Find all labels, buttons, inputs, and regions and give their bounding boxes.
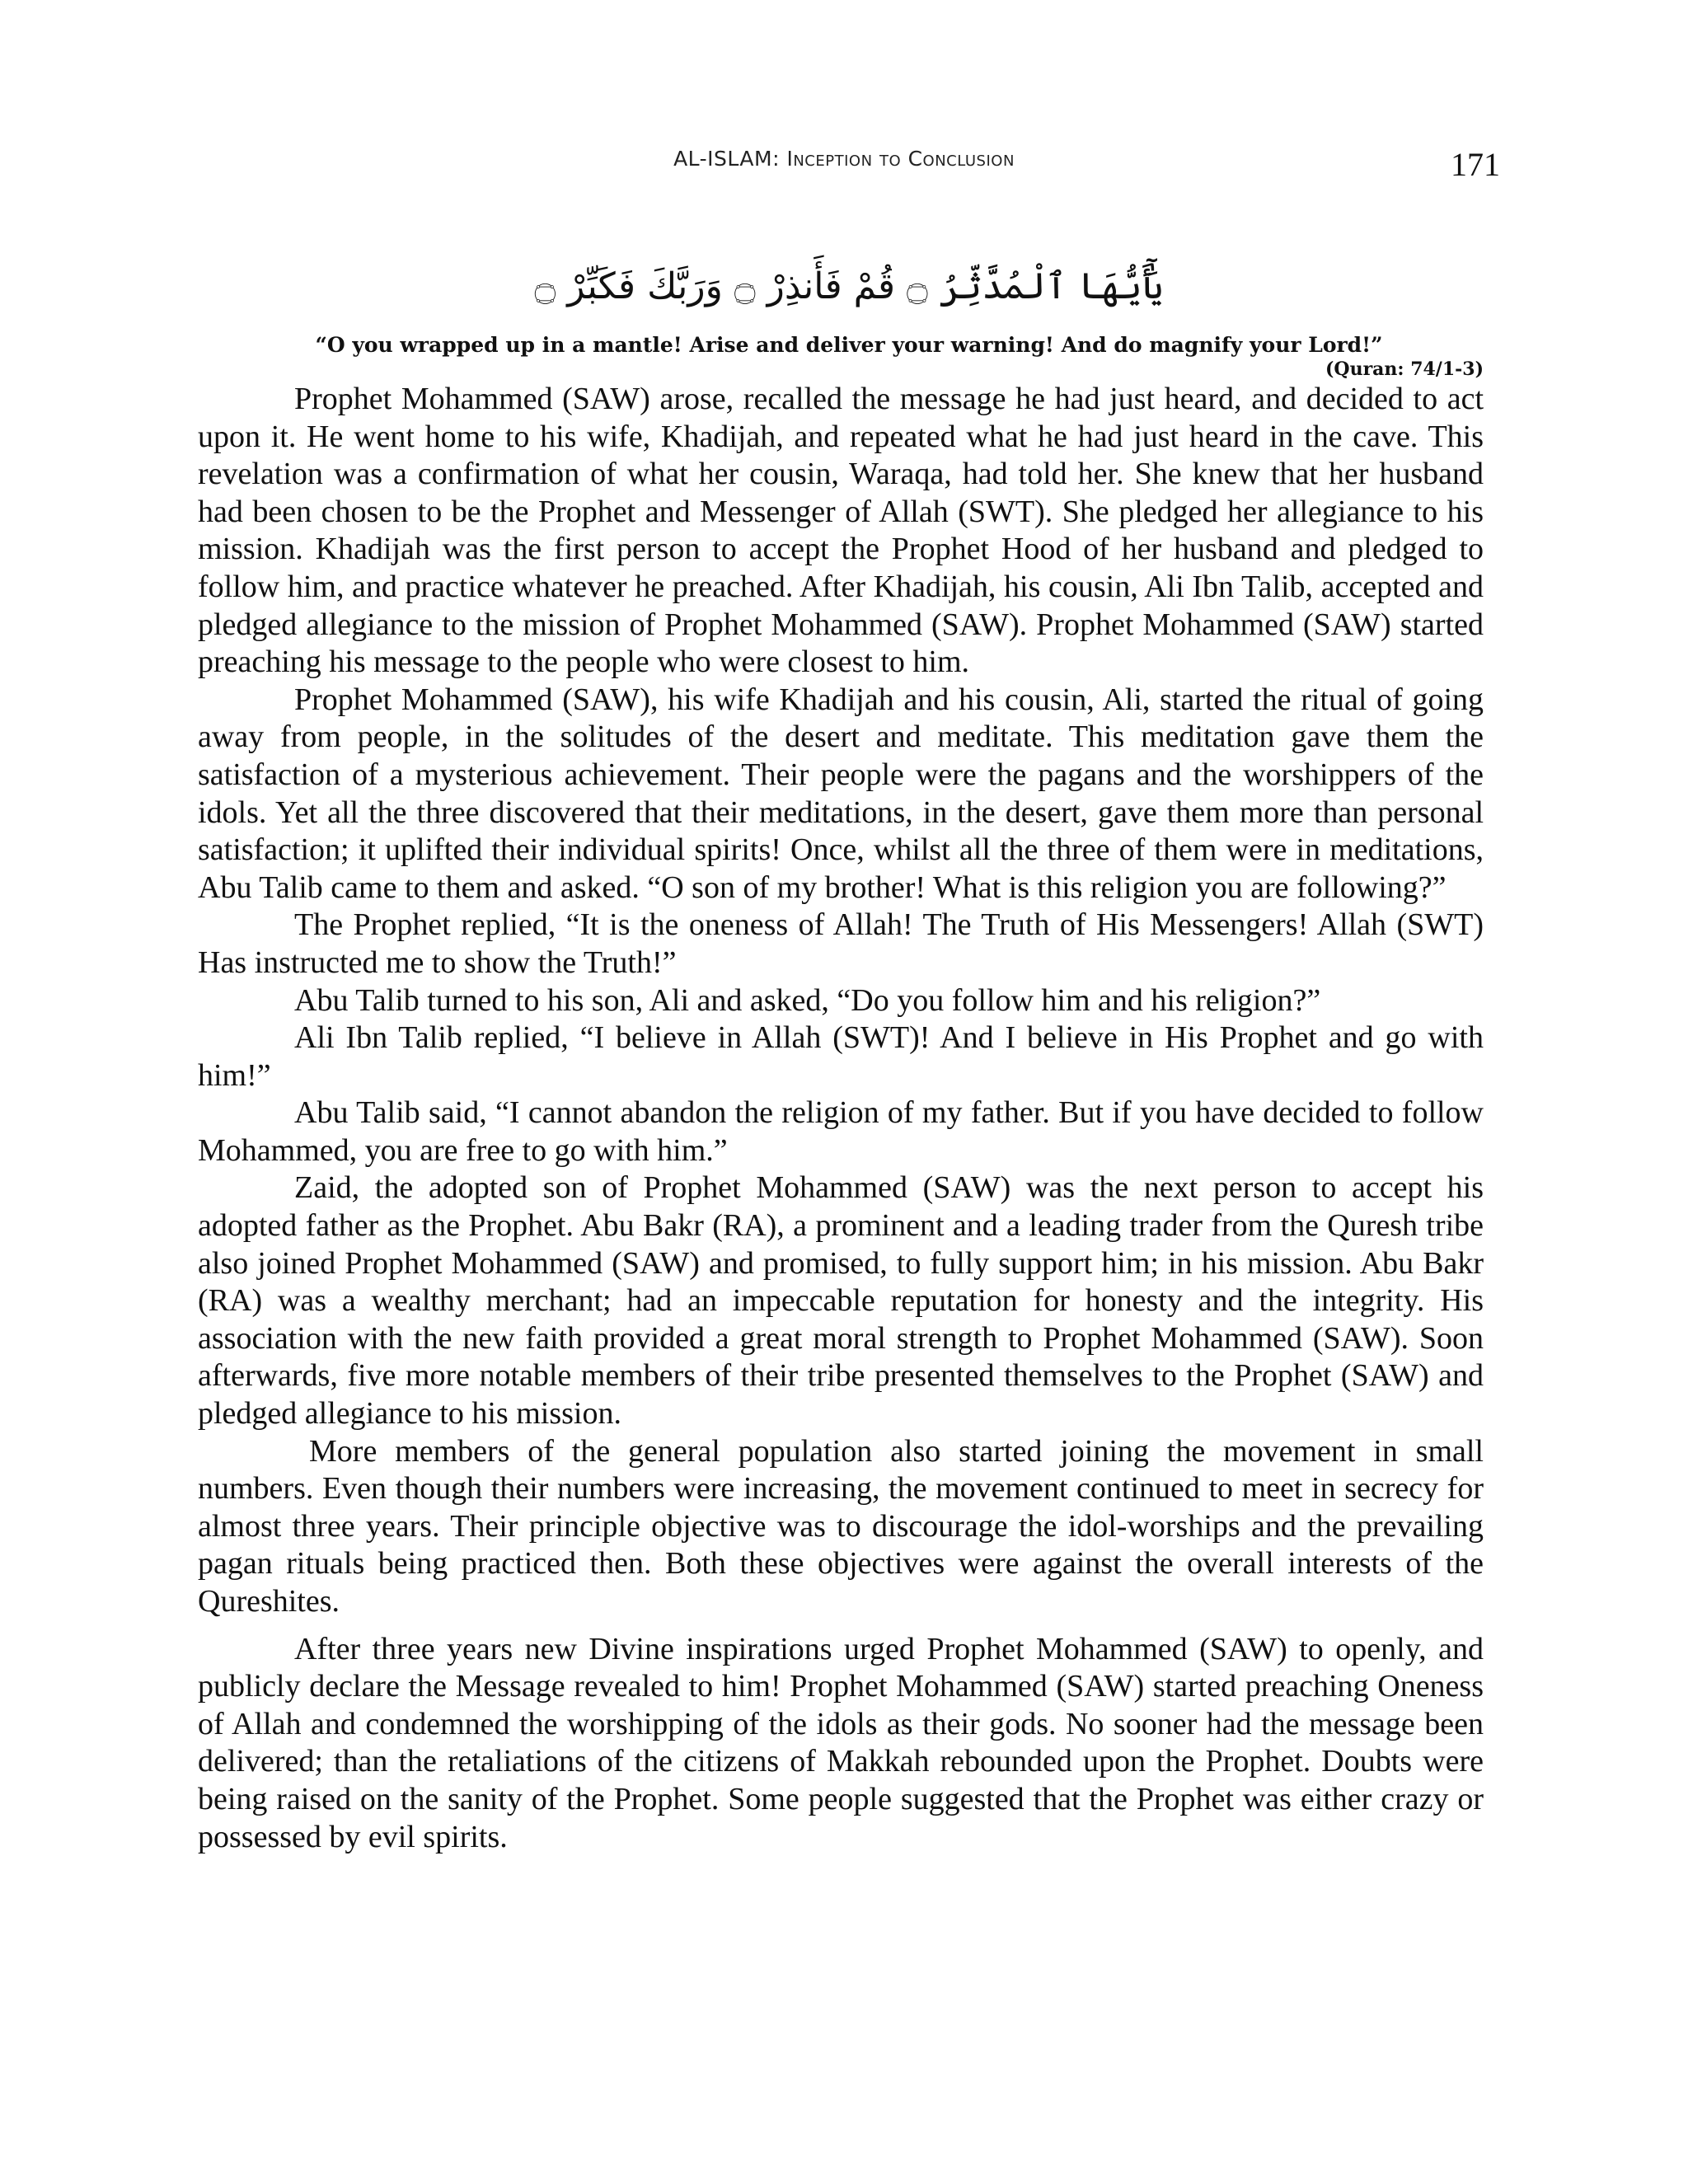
paragraph: After three years new Divine inspirations urged Prophet Mohammed (SAW) to openly, and publicly declare the Message revealed to him! Prophet Mohammed (SAW) started preaching Oneness of Allah and condemned the worshipping of the idols as their gods. No sooner had the message been delivered; than the retaliations of the citizens of Makkah rebounded upon the Prophet. Doubts were being raised on the sanity of the Prophet. Some people suggested that the Prophet was either crazy or possessed by evil spirits. (198, 1631, 1484, 1854)
running-header: AL-ISLAM: Inception to Conclusion (673, 147, 1015, 171)
paragraph: Prophet Mohammed (SAW), his wife Khadijah and his cousin, Ali, started the ritual of going away from people, in the solitudes of the desert and meditate. This meditation gave them the satisfaction of a mysterious achievement. Their people were the pagans and the worshippers of the idols. Yet all the three discovered that their meditations, in the desert, gave them more than personal satisfaction; it uplifted their individual spirits! Once, whilst all the three of them were in meditations, Abu Talib came to them and asked. “O son of my brother! What is this religion you are following?” (198, 682, 1484, 905)
verse-citation: (Quran: 74/1-3) (1325, 359, 1484, 380)
paragraph: Abu Talib turned to his son, Ali and asked, “Do you follow him and his religion?” (294, 982, 1321, 1018)
paragraph: Abu Talib said, “I cannot abandon the religion of my father. But if you have decided to follow Mohammed, you are free to go with him.” (198, 1095, 1484, 1168)
paragraph: Prophet Mohammed (SAW) arose, recalled the message he had just heard, and decided to act upon it. He went home to his wife, Khadijah, and repeated what he had just heard in the cave. This revelation was a confirmation of what her cousin, Waraqa, had told her. She knew that her husband had been chosen to be the Prophet and Messenger of Allah (SWT). She pledged her allegiance to his mission. Khadijah was the first person to accept the Prophet Hood of her husband and pledged to follow him, and practice whatever he preached. After Khadijah, his cousin, Ali Ibn Talib, accepted and pledged allegiance to the mission of Prophet Mohammed (SAW). Prophet Mohammed (SAW) started preaching his message to the people who were closest to him. (198, 382, 1484, 680)
paragraph: Ali Ibn Talib replied, “I believe in Allah (SWT)! And I believe in His Prophet and go with him!” (198, 1020, 1484, 1093)
arabic-verse: يَٰٓأَيُّهَا ٱلْمُدَّثِّرُ ۝ قُمْ فَأَنذِرْ ۝ وَرَبَّكَ فَكَبِّرْ ۝ (534, 265, 1164, 307)
body-text (198, 381, 1484, 1856)
page-number: 171 (1451, 146, 1500, 183)
paragraph: Zaid, the adopted son of Prophet Mohammed (SAW) was the next person to accept his adopted father as the Prophet. Abu Bakr (RA), a prominent and a leading trader from the Quresh tribe also joined Prophet Mohammed (SAW) and promised, to fully support him; in his mission. Abu Bakr (RA) was a wealthy merchant; had an impeccable reputation for honesty and the integrity. His association with the new faith provided a great moral strength to Prophet Mohammed (SAW). Soon afterwards, five more notable members of their tribe presented themselves to the Prophet (SAW) and pledged allegiance to his mission. (198, 1170, 1484, 1432)
verse-translation: “O you wrapped up in a mantle! Arise and deliver your warning! And do magnify your Lord!” (315, 333, 1383, 357)
paragraph: The Prophet replied, “It is the oneness of Allah! The Truth of His Messengers! Allah (SWT) Has instructed me to show the Truth!” (198, 907, 1484, 980)
paragraph: More members of the general population also started joining the movement in small numbers. Even though their numbers were increasing, the movement continued to meet in secrecy for almost three years. Their principle objective was to discourage the idol-worships and the prevailing pagan rituals being practiced then. Both these objectives were against the overall interests of the Qureshites. (198, 1433, 1484, 1619)
